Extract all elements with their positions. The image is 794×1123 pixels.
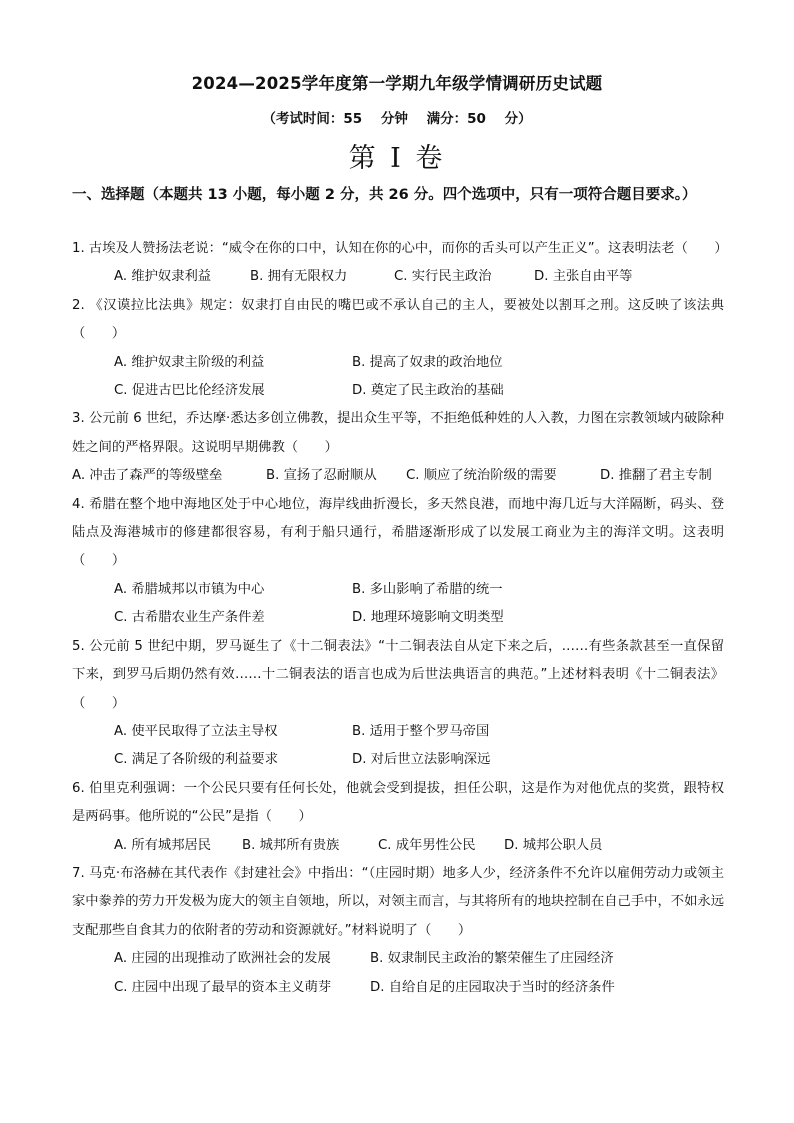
option-b: B. 适用于整个罗马帝国 xyxy=(352,723,490,739)
option-c: C. 顺应了统治阶级的需要 xyxy=(406,468,557,484)
option-a: A. 冲击了森严的等级壁垒 xyxy=(72,468,223,484)
option-d: D. 奠定了民主政治的基础 xyxy=(352,383,504,399)
questions-body xyxy=(72,235,728,1002)
option-d: D. 推翻了君主专制 xyxy=(600,468,712,484)
option-b: B. 城邦所有贵族 xyxy=(242,837,340,853)
question-options xyxy=(72,718,724,775)
option-a: A. 维护奴隶主阶级的利益 xyxy=(114,354,265,370)
option-c: C. 庄园中出现了最早的资本主义萌芽 xyxy=(114,979,332,995)
question-options xyxy=(72,576,724,633)
option-b: B. 拥有无限权力 xyxy=(250,269,348,285)
option-c: C. 成年男性公民 xyxy=(378,837,476,853)
option-b: B. 提高了奴隶的政治地位 xyxy=(352,354,503,370)
option-c: C. 促进古巴比伦经济发展 xyxy=(114,383,265,399)
option-c: C. 古希腊农业生产条件差 xyxy=(114,610,265,626)
option-a: A. 希腊城邦以市镇为中心 xyxy=(114,581,265,597)
option-c: C. 实行民主政治 xyxy=(394,269,492,285)
question-options xyxy=(72,349,724,406)
option-a: A. 维护奴隶利益 xyxy=(114,269,212,285)
exam-subtitle: （考试时间：55 分钟 满分：50 分） xyxy=(262,111,532,127)
question-options xyxy=(72,462,724,490)
question-options xyxy=(72,945,724,1002)
question-stem: 1. 古埃及人赞扬法老说：“威令在你的口中，认知在你的心中，而你的舌头可以产生正义”。这表明法老（ ） xyxy=(72,241,728,256)
question-stem: 7. 马克·布洛赫在其代表作《封建社会》中指出：“（庄园时期）地多人少，经济条件不允许以雇佣劳动力或领主家中豢养的劳力开发极为庞大的领主自领地，所以，对领主而言，与其将所有的地块控制在自己手中，不如永远支配那些自食其力的依附者的劳动和资源就好。”材料说明了（ ） xyxy=(72,865,724,938)
option-d: D. 地理环境影响文明类型 xyxy=(352,610,504,626)
option-a: A. 使平民取得了立法主导权 xyxy=(114,723,278,739)
question-stem: 5. 公元前 5 世纪中期，罗马诞生了《十二铜表法》“十二铜表法自从定下来之后，……有些条款甚至一直保留下来，到罗马后期仍然有效……十二铜表法的语言也成为后世法典语言的典范。”上述材料表明《十二铜表法》（ ） xyxy=(72,638,724,711)
option-b: B. 宣扬了忍耐顺从 xyxy=(266,468,377,484)
exam-title: 2024—2025学年度第一学期九年级学情调研历史试题 xyxy=(191,74,603,93)
volume-heading: 第 I 卷 xyxy=(348,143,446,174)
option-c: C. 满足了各阶级的利益要求 xyxy=(114,752,279,768)
option-a: A. 庄园的出现推动了欧洲社会的发展 xyxy=(114,951,331,967)
option-d: D. 对后世立法影响深远 xyxy=(352,752,491,768)
question-options xyxy=(72,832,724,860)
option-b: B. 多山影响了希腊的统一 xyxy=(352,581,503,597)
option-d: D. 主张自由平等 xyxy=(534,269,633,285)
question-stem: 3. 公元前 6 世纪，乔达摩·悉达多创立佛教，提出众生平等，不拒绝低种姓的人入教，力图在宗教领域内破除种姓之间的严格界限。这说明早期佛教（ ） xyxy=(72,411,724,455)
section-heading: 一、选择题（本题共 13 小题，每小题 2 分，共 26 分。四个选项中，只有一项符合题目要求。） xyxy=(72,187,697,203)
option-d: D. 城邦公职人员 xyxy=(504,837,603,853)
option-b: B. 奴隶制民主政治的繁荣催生了庄园经济 xyxy=(370,951,614,967)
question-stem: 6. 伯里克利强调：一个公民只要有任何长处，他就会受到提拔，担任公职，这是作为对他优点的奖赏，跟特权是两码事。他所说的“公民”是指（ ） xyxy=(72,780,724,825)
question-stem: 2. 《汉谟拉比法典》规定：奴隶打自由民的嘴巴或不承认自己的主人，要被处以割耳之刑。这反映了该法典（ ） xyxy=(72,297,724,342)
option-d: D. 自给自足的庄园取决于当时的经济条件 xyxy=(370,979,615,995)
question-options xyxy=(72,263,724,291)
option-a: A. 所有城邦居民 xyxy=(114,837,212,853)
question-stem: 4. 希腊在整个地中海地区处于中心地位，海岸线曲折漫长，多天然良港，而地中海几近与大洋隔断，码头、登陆点及海港城市的修建都很容易，有利于船只通行，希腊逐渐形成了以发展工商业为主的海洋文明。这表明（ ） xyxy=(72,496,724,569)
